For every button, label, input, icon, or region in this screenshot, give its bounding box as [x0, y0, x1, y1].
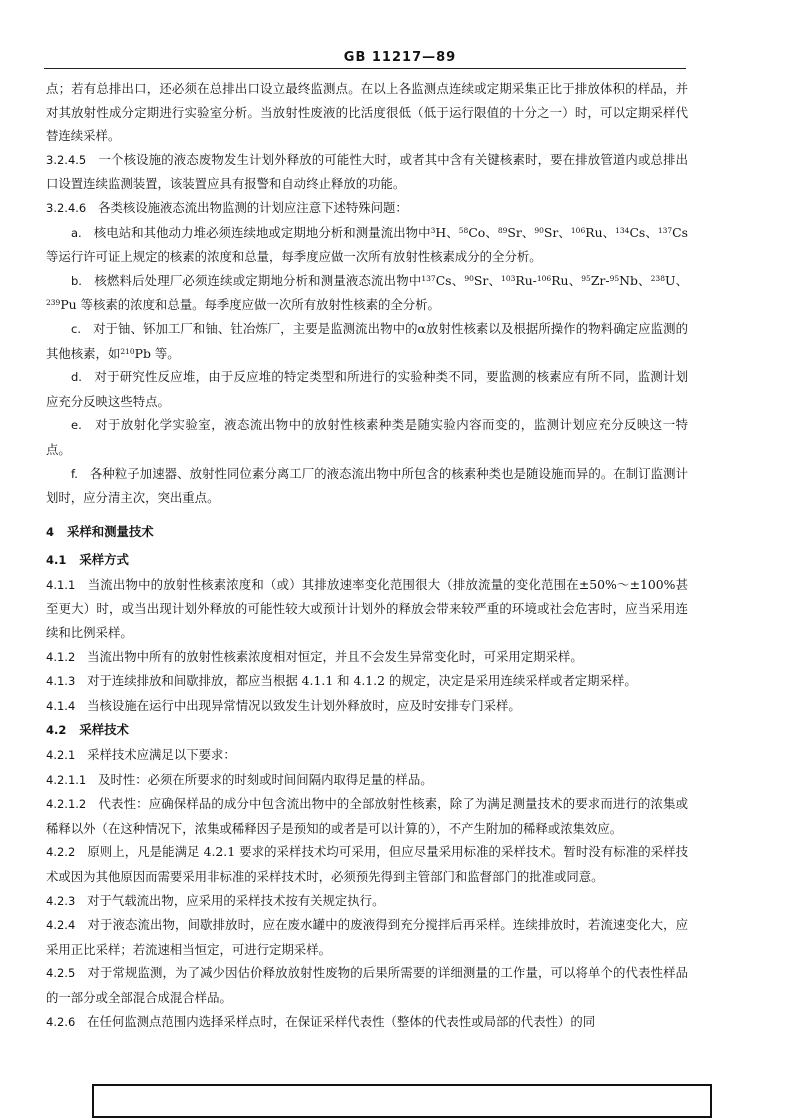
- paragraph-p14: [46, 669, 688, 694]
- paragraph-p01: [46, 77, 688, 148]
- paragraph-text: 对于铀、钚加工厂和铀、钍冶炼厂，主要是监测流出物中的α放射性核素以及根据所操作的物料确定应监测的其他核素，如$^{210}$Pb 等。: [46, 320, 688, 361]
- paragraph-p15: [46, 694, 688, 719]
- section-number: 4.1.4: [46, 698, 76, 713]
- paragraph-text: 对于研究性反应堆，由于反应堆的特定类型和所进行的实验种类不同，要监测的核素应有所不同，监测计划应充分反映这些特点。: [46, 369, 688, 409]
- paragraph-p19: [46, 792, 688, 840]
- section-number: 4.1.2: [46, 649, 76, 664]
- section-number: b.: [71, 273, 82, 288]
- paragraph-p17: [46, 743, 688, 768]
- section-number: 3.2.4.5: [46, 152, 87, 167]
- paragraph-p18: [46, 768, 688, 793]
- section-number: 3.2.4.6: [46, 200, 87, 215]
- paragraph-text: 采样技术应满足以下要求：: [87, 747, 236, 763]
- paragraph-text: 对于放射化学实验室，液态流出物中的放射性核素种类是随实验内容而变的，监测计划应充分反映这一特点。: [46, 417, 689, 457]
- paragraph-p06: [46, 317, 688, 365]
- paragraph-text: 当核设施在运行中出现异常情况以致发生计划外释放时，应及时安排专门采样。: [87, 697, 521, 713]
- paragraph-text: 对于液态流出物，间歇排放时，应在废水罐中的废液得到充分搅拌后再采样。连续排放时，若流速变化大，应采用正比采样；若流速相当恒定，可进行定期采样。: [46, 917, 688, 957]
- paragraph-text: 对于气载流出物，应采用的采样技术按有关规定执行。: [87, 892, 385, 908]
- paragraph-p23: [46, 961, 688, 1009]
- paragraph-text: 采样技术: [79, 722, 129, 738]
- paragraph-text: 对于连续排放和间歇排放，都应当根据 4.1.1 和 4.1.2 的规定，决定是采用连续采样或者定期采样。: [87, 673, 637, 689]
- section-number: 4.2.4: [46, 918, 76, 933]
- section-number: 4.1.1: [46, 577, 76, 592]
- section-number: 4: [46, 524, 55, 539]
- section-number: 4.2.1.2: [46, 797, 87, 812]
- paragraph-text: 采样和测量技术: [66, 523, 154, 539]
- paragraph-p16: [46, 718, 688, 743]
- paragraph-p08: [46, 413, 688, 461]
- paragraph-p21: [46, 889, 688, 914]
- section-number: 4.1.3: [46, 674, 76, 689]
- paragraph-text: 采样方式: [79, 552, 129, 568]
- section-number: e.: [71, 418, 82, 433]
- paragraph-p03: [46, 196, 688, 221]
- paragraph-text: 代表性：应确保样品的成分中包含流出物中的全部放射性核素，除了为满足测量技术的要求而进行的浓集或稀释以外（在这种情况下，浓集或稀释因子是预知的或者是可以计算的），不产生附加的稀释或浓集效应。: [46, 796, 688, 836]
- paragraph-p10: [46, 520, 688, 545]
- paragraph-text: 点；若有总排出口，还必须在总排出口设立最终监测点。在以上各监测点连续或定期采集正比于排放体积的样品，并对其放射性成分定期进行实验室分析。当放射性废液的比活度很低（低于运行限值的十分之一）时，可以定期采样代替连续采样。: [46, 81, 688, 144]
- paragraph-text: 核电站和其他动力堆必须连续地或定期地分析和测量流出物中$^3$H、$^{58}$Co、$^{89}$Sr、$^{90}$Sr、$^{106}$Ru、$^{134}$Cs、$^{137}$Cs 等运行许可证上规定的核素的浓度和总量，每季度应做一次所有放射性核素成分的全分析。: [46, 224, 689, 265]
- standard-number: GB 11217—89: [343, 50, 457, 65]
- page-footer-box: [92, 1084, 712, 1118]
- section-number: f.: [71, 466, 78, 481]
- paragraph-p24: [46, 1010, 688, 1035]
- section-number: 4.2.5: [46, 966, 76, 981]
- paragraph-text: 核燃料后处理厂必须连续或定期地分析和测量液态流出物中$^{137}$Cs、$^{90}$Sr、$^{103}$Ru-$^{106}$Ru、$^{95}$Zr-$^{95}$Nb、$^{238}$U、$^{239}$Pu 等核素的浓度和总量。每季度应做一次所有放射性核素的全分析。: [46, 272, 689, 313]
- paragraph-text: 及时性：必须在所要求的时刻或时间间隔内取得足量的样品。: [98, 771, 433, 787]
- paragraph-p22: [46, 913, 688, 961]
- paragraph-text: 原则上，凡是能满足 4.2.1 要求的采样技术均可采用，但应尽量采用标准的采样技术。暂时没有标准的采样技术或因为其他原因而需要采用非标准的采样技术时，必须预先得到主管部门和监督部门的批准或同意。: [46, 844, 688, 884]
- paragraph-p20: [46, 840, 688, 888]
- section-number: c.: [71, 321, 81, 336]
- section-number: 4.1: [46, 553, 67, 568]
- paragraph-text: 在任何监测点范围内选择采样点时，在保证采样代表性（整体的代表性或局部的代表性）的同: [87, 1013, 596, 1029]
- section-number: 4.2.2: [46, 845, 76, 860]
- paragraph-text: 当流出物中的放射性核素浓度和（或）其排放速率变化范围很大（排放流量的变化范围在±50%～±100%甚至更大）时，或当出现计划外释放的可能性较大或预计计划外的释放会带来较严重的环境或社会危害时，应当采用连续和比例采样。: [46, 576, 688, 641]
- section-number: 4.2.1: [46, 748, 76, 763]
- page-header: [0, 50, 800, 65]
- paragraph-text: 各类核设施液态流出物监测的计划应注意下述特殊问题：: [98, 199, 408, 215]
- header-rule: [44, 68, 686, 69]
- section-number: d.: [71, 370, 82, 385]
- paragraph-p05: [46, 269, 688, 317]
- paragraph-p07: [46, 365, 688, 413]
- paragraph-text: 各种粒子加速器、放射性同位素分离工厂的液态流出物中所包含的核素种类也是随设施而异的。在制订监测计划时，应分清主次，突出重点。: [46, 465, 688, 506]
- paragraph-text: 一个核设施的液态废物发生计划外释放的可能性大时，或者其中含有关键核素时，要在排放管道内或总排出口设置连续监测装置，该装置应具有报警和自动终止释放的功能。: [46, 151, 688, 192]
- section-number: a.: [71, 225, 82, 240]
- paragraph-p13: [46, 645, 688, 670]
- paragraph-p11: [46, 548, 688, 573]
- document-body: [46, 77, 688, 1034]
- paragraph-text: 当流出物中所有的放射性核素浓度相对恒定，并且不会发生异常变化时，可采用定期采样。: [87, 648, 583, 664]
- section-number: 4.2: [46, 723, 67, 738]
- paragraph-text: 对于常规监测，为了减少因估价释放放射性废物的后果所需要的详细测量的工作量，可以将单个的代表性样品的一部分或全部混合成混合样品。: [46, 965, 688, 1005]
- paragraph-p09: [46, 462, 688, 510]
- section-number: 4.2.1.1: [46, 772, 87, 787]
- paragraph-p02: [46, 148, 688, 196]
- section-number: 4.2.6: [46, 1014, 76, 1029]
- paragraph-p04: [46, 221, 688, 269]
- section-number: 4.2.3: [46, 893, 76, 908]
- paragraph-p12: [46, 573, 688, 645]
